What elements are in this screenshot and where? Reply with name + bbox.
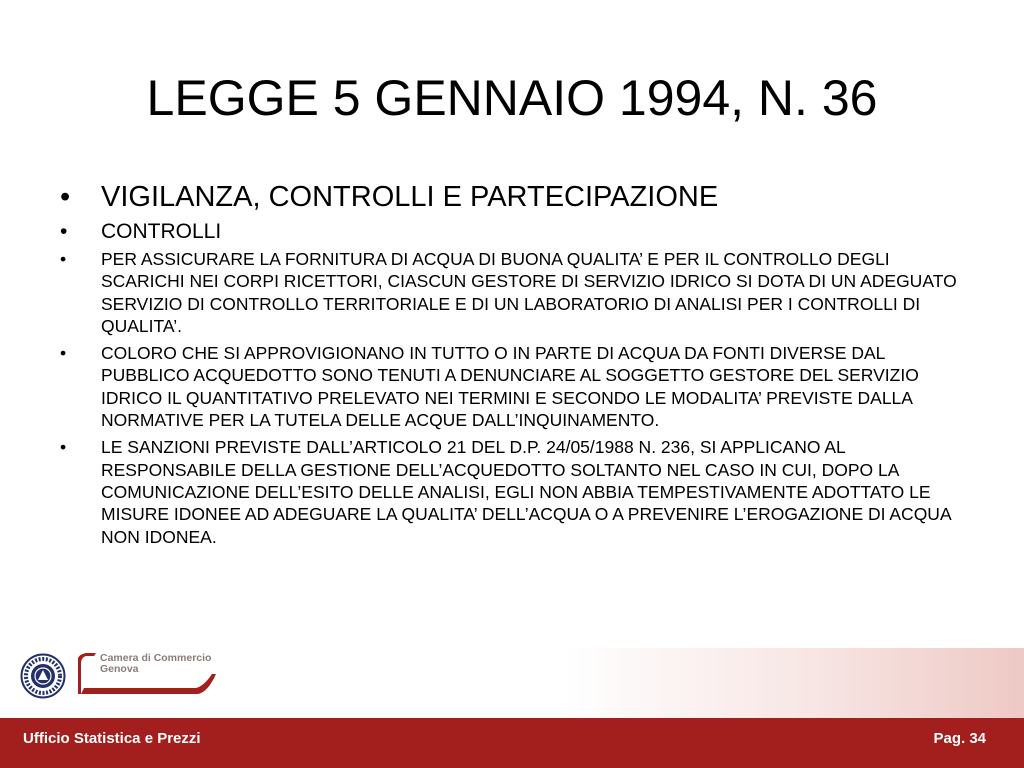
footer-office-label: Ufficio Statistica e Prezzi bbox=[23, 730, 201, 747]
bullet-item: • VIGILANZA, CONTROLLI E PARTECIPAZIONE bbox=[60, 178, 970, 216]
page-number: Pag. 34 bbox=[933, 730, 986, 747]
bullet-list bbox=[60, 178, 970, 553]
bullet-item: • CONTROLLI bbox=[60, 218, 970, 245]
chamber-seal-icon bbox=[20, 653, 66, 699]
slide-title: LEGGE 5 GENNAIO 1994, N. 36 bbox=[146, 70, 878, 126]
logo-line-2: Genova bbox=[100, 663, 139, 675]
bullet-item: • LE SANZIONI PREVISTE DALL’ARTICOLO 21 DEL D.P. 24/05/1988 N. 236, SI APPLICANO AL RESPONSABILE DELLA GESTIONE DELL’ACQUEDOTTO SOLTANTO NEL CASO IN CUI, DOPO LA COMUNICAZIONE DELL’ESITO DELLE ANALISI, EGLI NON ABBIA TEMPESTIVAMENTE ADOTTATO LE MISURE IDONEE AD ADEGUARE LA QUALITA’ DELL’ACQUA O A PREVENIRE L’EROGAZIONE DI ACQUA NON IDONEA. bbox=[60, 436, 970, 547]
logo-line-1: Camera di Commercio bbox=[100, 652, 212, 664]
bullet-item: • PER ASSICURARE LA FORNITURA DI ACQUA DI BUONA QUALITA’ E PER IL CONTROLLO DEGLI SCARICHI NEI CORPI RICETTORI, CIASCUN GESTORE DI SERVIZIO IDRICO SI DOTA DI UN ADEGUATO SERVIZIO DI CONTROLLO TERRITORIALE E DI UN LABORATORIO DI ANALISI PER I CONTROLLI DI QUALITA’. bbox=[60, 248, 970, 337]
logo-text bbox=[100, 653, 211, 675]
bullet-item: • COLORO CHE SI APPROVIGIONANO IN TUTTO O IN PARTE DI ACQUA DA FONTI DIVERSE DAL PUBBLICO ACQUEDOTTO SONO TENUTI A DENUNCIARE AL SOGGETTO GESTORE DEL SERVIZIO IDRICO IL QUANTITATIVO PRELEVATO NEI TERMINI E SECONDO LE MODALITA’ PREVISTE DALLA NORMATIVE PER LA TUTELA DELLE ACQUE DALL’INQUINAMENTO. bbox=[60, 342, 970, 431]
